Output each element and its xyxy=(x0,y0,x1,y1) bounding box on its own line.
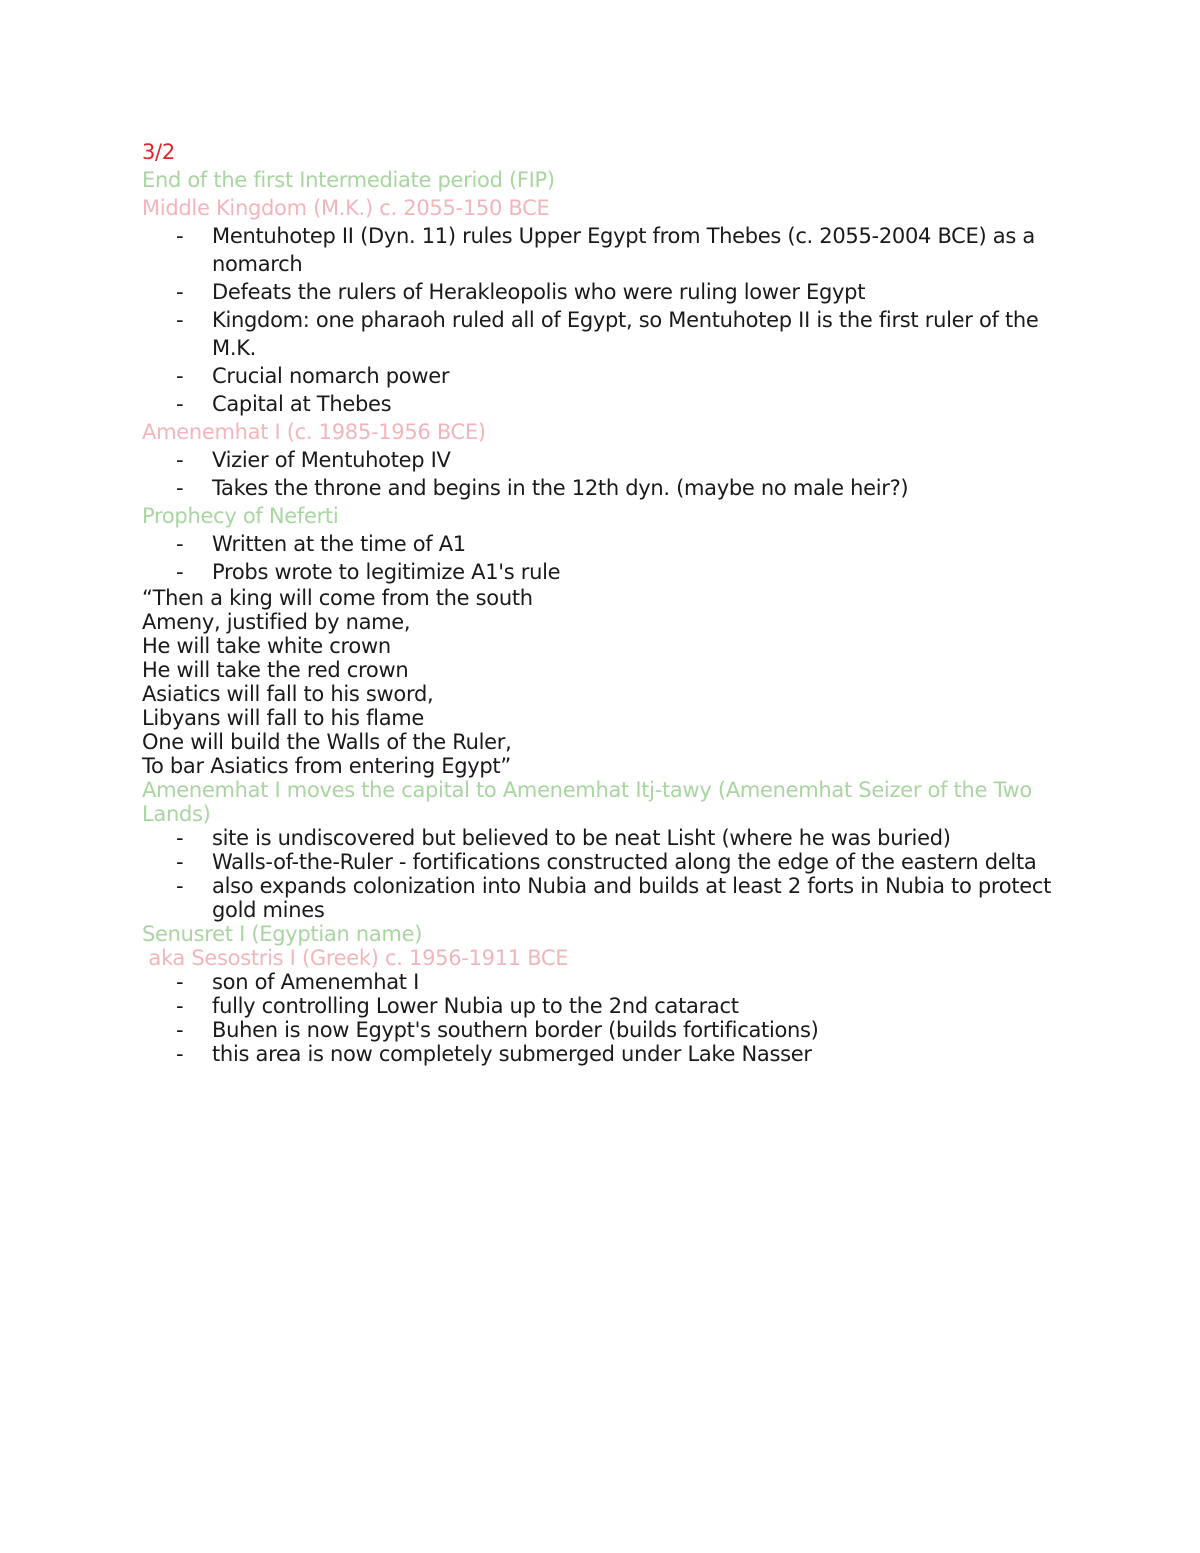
list-item xyxy=(142,278,1062,306)
senusret-subheading: aka Sesostris I (Greek) c. 1956-1911 BCE xyxy=(142,946,569,970)
middle-kingdom-heading: Middle Kingdom (M.K.) c. 2055-150 BCE xyxy=(142,196,550,220)
bullet-dash: - xyxy=(176,874,184,898)
middle-kingdom-list xyxy=(142,222,1062,418)
quote-line: He will take the red crown xyxy=(142,658,409,682)
quote-line: “Then a king will come from the south xyxy=(142,586,533,610)
bullet-dash: - xyxy=(176,364,184,388)
list-item-text: son of Amenemhat I xyxy=(212,970,419,994)
list-item xyxy=(142,474,1062,502)
list-item-text: Vizier of Mentuhotep IV xyxy=(212,448,451,472)
senusret-list xyxy=(142,970,1062,1066)
quote-line: Libyans will fall to his flame xyxy=(142,706,425,730)
list-item-text: site is undiscovered but believed to be neat Lisht (where he was buried) xyxy=(212,826,951,850)
bullet-dash: - xyxy=(176,280,184,304)
list-item xyxy=(142,1018,1062,1042)
list-item xyxy=(142,970,1062,994)
document-page xyxy=(142,138,1062,1066)
quote-line: Asiatics will fall to his sword, xyxy=(142,682,434,706)
list-item-text: Capital at Thebes xyxy=(212,392,392,416)
list-item-text: Walls-of-the-Ruler - fortifications constructed along the edge of the eastern delta xyxy=(212,850,1037,874)
list-item xyxy=(142,222,1062,278)
amenemhat-list xyxy=(142,446,1062,502)
list-item xyxy=(142,994,1062,1018)
prophecy-heading: Prophecy of Neferti xyxy=(142,504,339,528)
capital-heading: Amenemhat I moves the capital to Amenemhat Itj-tawy (Amenemhat Seizer of the Two Lands) xyxy=(142,778,1032,826)
bullet-dash: - xyxy=(176,448,184,472)
list-item xyxy=(142,826,1062,850)
list-item-text: also expands colonization into Nubia and builds at least 2 forts in Nubia to protect gold mines xyxy=(212,874,1052,922)
list-item-text: fully controlling Lower Nubia up to the 2nd cataract xyxy=(212,994,739,1018)
bullet-dash: - xyxy=(176,1042,184,1066)
bullet-dash: - xyxy=(176,994,184,1018)
list-item-text: this area is now completely submerged under Lake Nasser xyxy=(212,1042,812,1066)
bullet-dash: - xyxy=(176,560,184,584)
quote-line: He will take white crown xyxy=(142,634,391,658)
amenemhat-heading: Amenemhat I (c. 1985-1956 BCE) xyxy=(142,420,486,444)
list-item-text: Crucial nomarch power xyxy=(212,364,450,388)
capital-list xyxy=(142,826,1062,922)
list-item xyxy=(142,530,1062,558)
bullet-dash: - xyxy=(176,826,184,850)
list-item xyxy=(142,362,1062,390)
list-item xyxy=(142,446,1062,474)
list-item xyxy=(142,306,1062,362)
bullet-dash: - xyxy=(176,1018,184,1042)
list-item-text: Buhen is now Egypt's southern border (builds fortifications) xyxy=(212,1018,819,1042)
list-item-text: Written at the time of A1 xyxy=(212,532,466,556)
quote-line: To bar Asiatics from entering Egypt” xyxy=(142,754,511,778)
bullet-dash: - xyxy=(176,970,184,994)
senusret-heading: Senusret I (Egyptian name) xyxy=(142,922,423,946)
quote-line: Ameny, justified by name, xyxy=(142,610,411,634)
list-item-text: Takes the throne and begins in the 12th dyn. (maybe no male heir?) xyxy=(212,476,909,500)
bullet-dash: - xyxy=(176,392,184,416)
list-item xyxy=(142,874,1062,922)
list-item xyxy=(142,850,1062,874)
list-item-text: Defeats the rulers of Herakleopolis who were ruling lower Egypt xyxy=(212,280,866,304)
list-item-text: Probs wrote to legitimize A1's rule xyxy=(212,560,561,584)
date-heading: 3/2 xyxy=(142,140,175,164)
bullet-dash: - xyxy=(176,476,184,500)
list-item-text: Kingdom: one pharaoh ruled all of Egypt, so Mentuhotep II is the first ruler of the M.K. xyxy=(212,308,1039,360)
prophecy-quote xyxy=(142,586,1062,778)
bullet-dash: - xyxy=(176,532,184,556)
bullet-dash: - xyxy=(176,308,184,332)
list-item xyxy=(142,558,1062,586)
prophecy-list xyxy=(142,530,1062,586)
quote-line: One will build the Walls of the Ruler, xyxy=(142,730,512,754)
list-item xyxy=(142,1042,1062,1066)
list-item-text: Mentuhotep II (Dyn. 11) rules Upper Egypt from Thebes (c. 2055-2004 BCE) as a nomarch xyxy=(212,224,1035,276)
bullet-dash: - xyxy=(176,224,184,248)
list-item xyxy=(142,390,1062,418)
fip-heading: End of the first Intermediate period (FIP) xyxy=(142,168,555,192)
bullet-dash: - xyxy=(176,850,184,874)
